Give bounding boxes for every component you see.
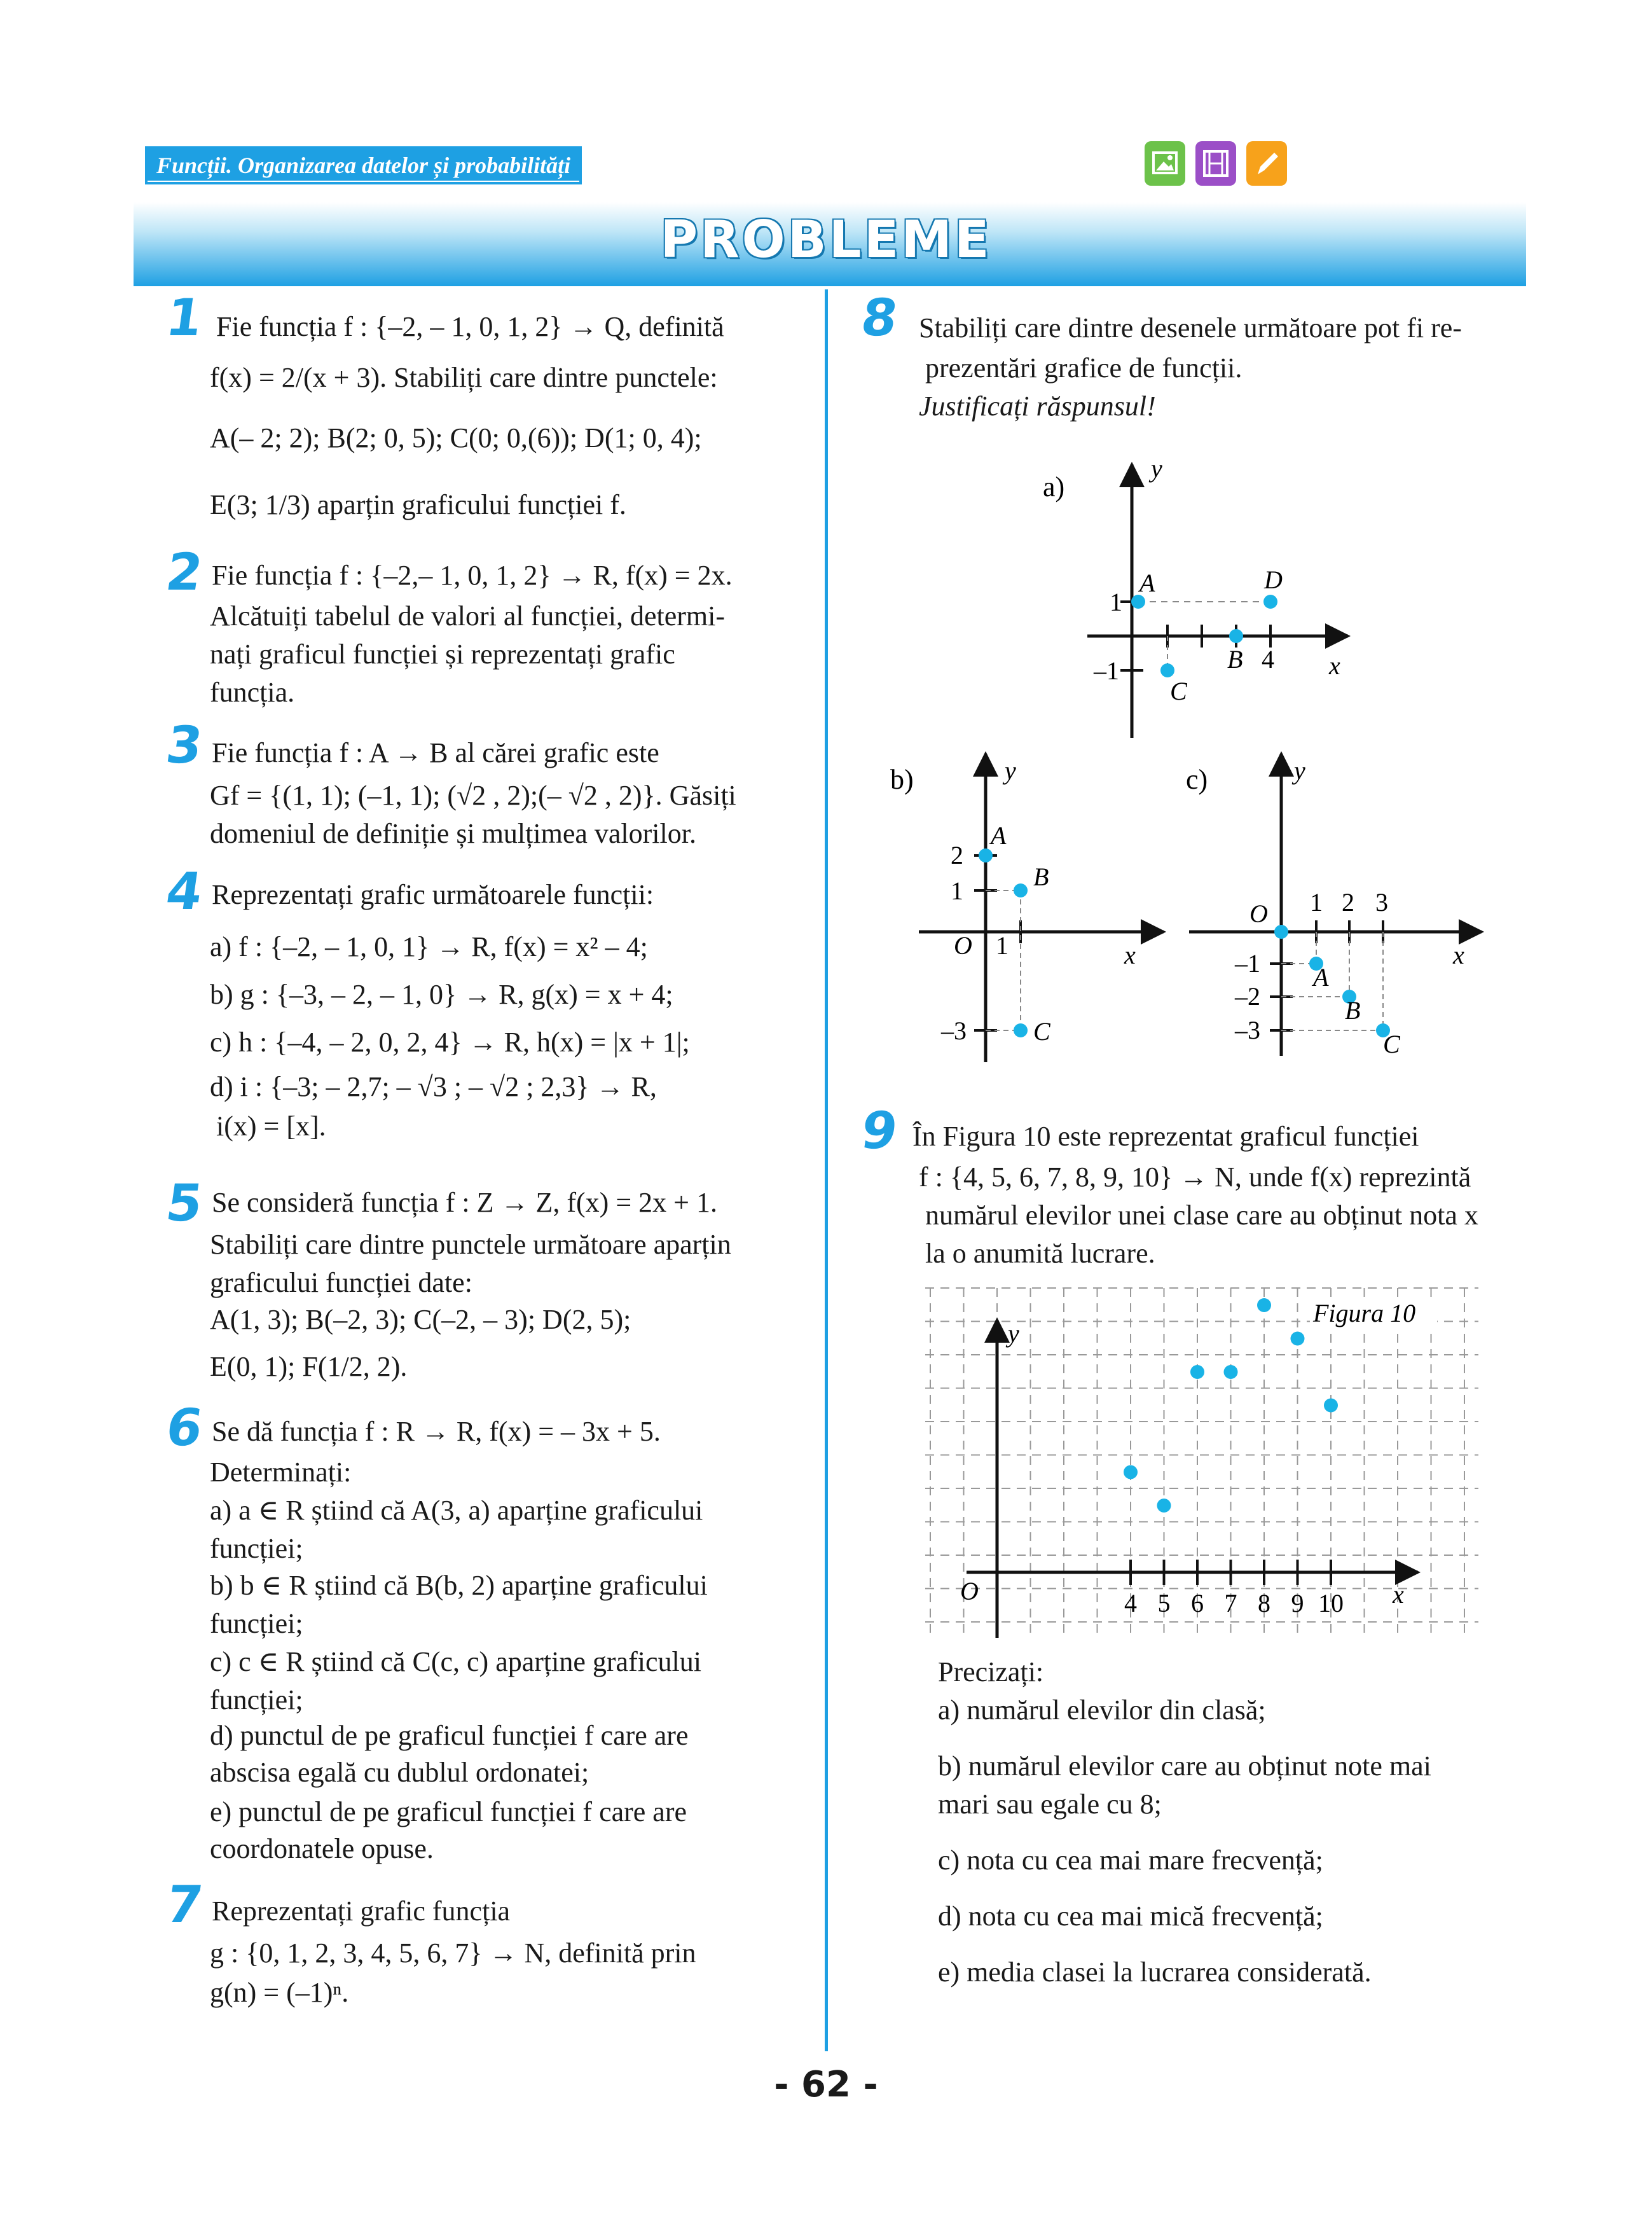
p7-line1: Reprezentați grafic funcția [212, 1895, 511, 1927]
data-point [1124, 1465, 1138, 1479]
graph-c-x: x [1453, 941, 1464, 969]
graph-a-label-C: C [1170, 677, 1187, 705]
data-point [1157, 1499, 1171, 1513]
graph-a-label: a) [1043, 471, 1065, 502]
p4-d1: d) i : {–3; – 2,7; – √3 ; – √2 ; 2,3} → R, [210, 1071, 657, 1102]
problem-number-4: 4 [162, 862, 207, 921]
data-point [1291, 1332, 1305, 1346]
p9-qe: e) media clasei la lucrarea considerată. [938, 1956, 1372, 1988]
figure-title: Figura 10 [1313, 1299, 1416, 1327]
graph-a-tick-1: 1 [1110, 588, 1122, 616]
p6-b2: funcției; [210, 1608, 303, 1639]
p3-line1: Fie funcția f : A → B al cărei grafic este [212, 737, 659, 768]
graph-a-x: x [1329, 651, 1340, 680]
x-tick-label: 7 [1224, 1589, 1237, 1617]
p9-qd: d) nota cu cea mai mică frecvență; [938, 1901, 1323, 1932]
p6-e1: e) punctul de pe graficul funcției f care are [210, 1796, 687, 1827]
graph-c-origin: O [1249, 899, 1268, 928]
figure-10-chart [922, 1285, 1482, 1641]
p9-line3: numărul elevilor unei clase care au obținut nota x [925, 1200, 1478, 1231]
x-tick-label: 4 [1124, 1589, 1137, 1617]
graph-a-label-B: B [1227, 645, 1243, 674]
p2-line2: Alcătuiți tabelul de valori al funcției, determi- [210, 600, 726, 632]
p9-q0: Precizați: [938, 1656, 1044, 1687]
chapter-title: Funcții. Organizarea datelor și probabilități [145, 146, 582, 184]
p9-line4: la o anumită lucrare. [925, 1238, 1155, 1269]
p6-c1: c) c ∈ R știind că C(c, c) aparține graficului [210, 1646, 701, 1677]
graph-a-point-C [1160, 663, 1174, 677]
data-point [1324, 1399, 1338, 1413]
data-point [1224, 1365, 1238, 1379]
p6-e2: coordonatele opuse. [210, 1833, 434, 1864]
p4-c: c) h : {–4, – 2, 0, 2, 4} → R, h(x) = |x + 1|; [210, 1027, 690, 1058]
graph-c-y: y [1294, 756, 1305, 785]
problem-number-2: 2 [162, 543, 207, 602]
problem-number-8: 8 [857, 288, 902, 347]
p9-line2: f : {4, 5, 6, 7, 8, 9, 10} → N, unde f(x) reprezintă [919, 1161, 1471, 1193]
graph-a-label-A: A [1139, 569, 1155, 597]
p5-line2: Stabiliți care dintre punctele următoare aparțin [210, 1229, 731, 1260]
p9-qb2: mari sau egale cu 8; [938, 1789, 1162, 1820]
p4-b: b) g : {–3, – 2, – 1, 0} → R, g(x) = x + 4; [210, 979, 673, 1010]
figure-origin: O [960, 1577, 979, 1605]
graph-c-tick-x1: 1 [1310, 888, 1323, 917]
p6-c2: funcției; [210, 1684, 303, 1715]
p8-line2: prezentări grafice de funcții. [925, 352, 1242, 384]
graph-c-origin-point [1274, 925, 1288, 939]
graph-b [878, 744, 1183, 1062]
graph-c-label-A: A [1313, 963, 1329, 992]
p1-line2: f(x) = 2/(x + 3). Stabiliți care dintre punctele: [210, 362, 718, 393]
graph-b-label: b) [890, 764, 914, 795]
graph-c-label-C: C [1383, 1030, 1400, 1058]
graph-c-label: c) [1186, 764, 1208, 795]
graph-b-tick-1: 1 [951, 876, 963, 905]
p7-line2: g : {0, 1, 2, 3, 4, 5, 6, 7} → N, definită prin [210, 1937, 696, 1969]
p1-line4: E(3; 1/3) aparțin graficului funcției f. [210, 489, 626, 520]
p7-line3: g(n) = (–1)ⁿ. [210, 1977, 349, 2008]
p8-line3: Justificați răspunsul! [919, 391, 1156, 422]
figure-x-label: x [1393, 1580, 1404, 1609]
graph-b-label-A: A [991, 821, 1007, 850]
x-tick-label: 10 [1318, 1589, 1344, 1617]
p2-line1: Fie funcția f : {–2,– 1, 0, 1, 2} → R, f(x) = 2x. [212, 560, 733, 591]
x-tick-label: 9 [1291, 1589, 1304, 1617]
p6-a1: a) a ∈ R știind că A(3, a) aparține graficului [210, 1495, 703, 1526]
graph-b-y: y [1005, 756, 1016, 785]
graph-c-tick-m2: –2 [1235, 982, 1260, 1011]
figure-y-label: y [1008, 1319, 1019, 1348]
p6-d1: d) punctul de pe graficul funcției f care are [210, 1720, 689, 1751]
p9-line1: În Figura 10 este reprezentat graficul funcției [912, 1121, 1419, 1152]
p9-qc: c) nota cu cea mai mare frecvență; [938, 1845, 1323, 1876]
graph-b-origin: O [954, 931, 972, 960]
pencil-icon[interactable] [1246, 141, 1287, 186]
film-icon[interactable] [1195, 141, 1236, 186]
p4-a: a) f : {–2, – 1, 0, 1} → R, f(x) = x² – 4; [210, 931, 648, 962]
p1-line3: A(– 2; 2); B(2; 0, 5); C(0; 0,(6)); D(1; 0, 4); [210, 422, 702, 454]
data-point [1190, 1365, 1204, 1379]
p6-a2: funcției; [210, 1533, 303, 1564]
p1-line1: Fie funcția f : {–2, – 1, 0, 1, 2} → Q, definită [216, 311, 724, 342]
column-divider [825, 289, 828, 2051]
p6-line1: Determinați: [210, 1457, 352, 1488]
x-tick-label: 5 [1157, 1589, 1171, 1617]
page-number: - 62 - [774, 2064, 878, 2105]
graph-a-tick-m1: –1 [1094, 656, 1119, 685]
p3-line3: domeniul de definiție și mulțimea valorilor. [210, 818, 696, 849]
graph-a-tick-4: 4 [1262, 645, 1274, 674]
graph-c-tick-x3: 3 [1375, 888, 1388, 917]
graph-a-point-D [1263, 595, 1277, 609]
p5-line3: graficului funcției date: [210, 1267, 472, 1298]
p6-line0: Se dă funcția f : R → R, f(x) = – 3x + 5. [212, 1416, 661, 1447]
p6-b1: b) b ∈ R știind că B(b, 2) aparține graficului [210, 1570, 708, 1601]
x-tick-label: 8 [1258, 1589, 1270, 1617]
problem-number-7: 7 [162, 1875, 207, 1934]
p5-line1: Se consideră funcția f : Z → Z, f(x) = 2x + 1. [212, 1187, 717, 1218]
problem-number-3: 3 [162, 716, 207, 775]
p4-d2: i(x) = [x]. [216, 1111, 326, 1142]
problem-number-1: 1 [162, 288, 207, 347]
x-tick-label: 6 [1191, 1589, 1204, 1617]
graph-a [1017, 458, 1373, 738]
graph-b-tick-m3: –3 [941, 1016, 967, 1045]
p4-line0: Reprezentați grafic următoarele funcții: [212, 879, 654, 910]
data-point [1257, 1298, 1271, 1312]
graph-a-point-B [1229, 629, 1243, 643]
p5-line4: A(1, 3); B(–2, 3); C(–2, – 3); D(2, 5); [210, 1304, 631, 1335]
p3-line2: Gf = {(1, 1); (–1, 1); (√2 , 2);(– √2 , 2)}. Găsiți [210, 780, 736, 811]
graph-a-label-D: D [1264, 565, 1283, 594]
graph-c-tick-x2: 2 [1342, 888, 1354, 917]
p2-line4: funcția. [210, 677, 295, 708]
graph-b-x: x [1124, 941, 1136, 969]
graph-c-tick-m1: –1 [1235, 949, 1260, 978]
problem-number-5: 5 [162, 1174, 207, 1233]
p9-qa: a) numărul elevilor din clasă; [938, 1694, 1266, 1726]
p2-line3: nați graficul funcției și reprezentați grafic [210, 639, 675, 670]
graph-b-tick-2: 2 [951, 841, 963, 869]
p6-d2: abscisa egală cu dublul ordonatei; [210, 1757, 589, 1788]
graph-b-label-C: C [1033, 1017, 1050, 1046]
p8-line1: Stabiliți care dintre desenele următoare pot fi re- [919, 312, 1462, 343]
graph-b-label-B: B [1033, 862, 1049, 891]
graph-c-tick-m3: –3 [1235, 1016, 1260, 1044]
problem-number-6: 6 [162, 1398, 207, 1457]
graph-b-point-C [1014, 1023, 1028, 1037]
graph-b-point-A [979, 848, 993, 862]
image-icon[interactable] [1145, 141, 1185, 186]
graph-b-point-B [1014, 883, 1028, 897]
problem-number-9: 9 [857, 1101, 902, 1160]
p9-qb1: b) numărul elevilor care au obținut note mai [938, 1750, 1431, 1782]
graph-b-tick-x1: 1 [996, 931, 1008, 960]
graph-c [1176, 744, 1532, 1062]
graph-a-y: y [1151, 458, 1162, 483]
p5-line5: E(0, 1); F(1/2, 2). [210, 1351, 408, 1382]
graph-c-label-B: B [1345, 996, 1361, 1025]
banner-title: PROBLEME [660, 210, 992, 269]
